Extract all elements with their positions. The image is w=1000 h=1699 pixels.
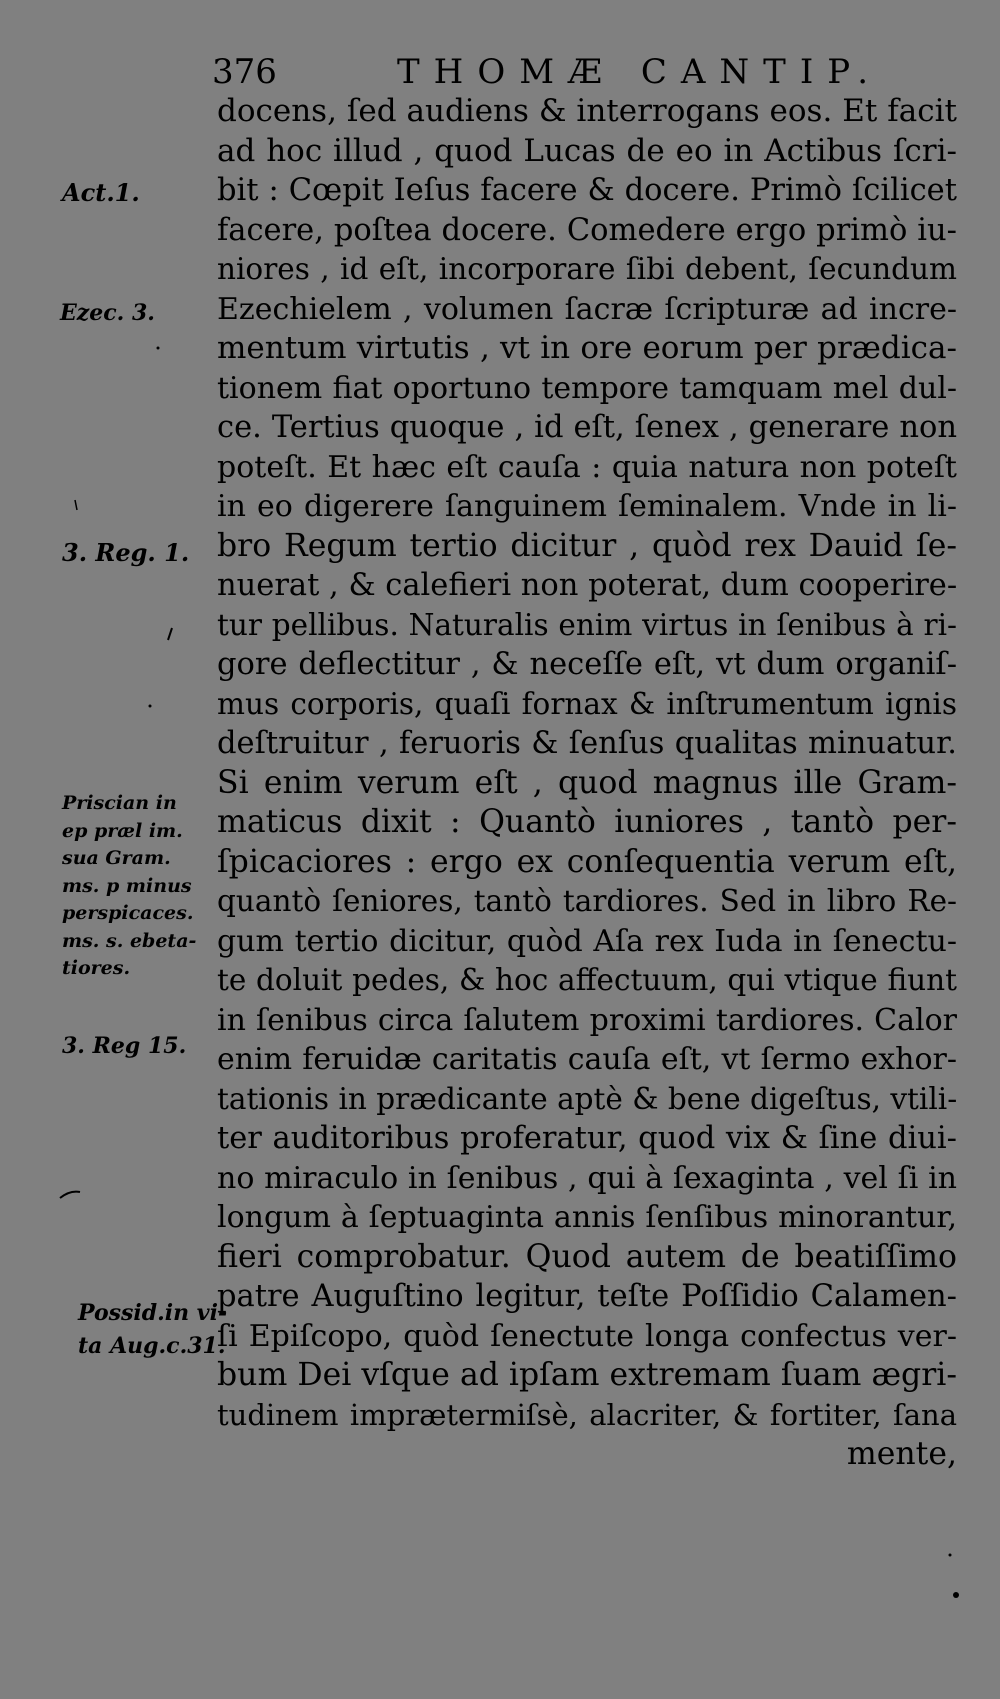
text-line: tationis in prædicante aptè & bene digeſtus, vtili- [217,1081,957,1116]
margin-note-line: Possid.in vi- [78,1300,228,1326]
ink-speck [149,705,152,708]
text-line: docens, ſed audiens & interrogans eos. Et facit [217,93,957,129]
text-line: maticus dixit : Quantò iuniores , tantò per- [217,804,957,840]
text-line: in ſenibus circa ſalutem proximi tardiores. Calor [217,1002,957,1038]
page-number: 376 [212,52,277,92]
text-line: bit : Cœpit Ieſus facere & docere. Primò ſcilicet [217,173,957,208]
margin-note-line: Priscian in [62,792,177,814]
text-line: ſi Epiſcopo, quòd ſenectute longa confectus ver- [217,1318,957,1354]
text-line: no miraculo in ſenibus , qui à ſexaginta , vel ſi in [217,1160,957,1196]
text-line: tudinem imprætermiſsè, alacriter, & fortiter, ſana [217,1397,957,1432]
text-line: Ezechielem , volumen ſacræ ſcripturæ ad incre- [217,291,957,327]
text-line: bum Dei vſque ad ipſam extremam ſuam ægri- [217,1357,957,1393]
text-line: deſtruitur , feruoris & ſenſus qualitas minuatur. [217,726,957,761]
margin-note-line: perspicaces. [62,902,194,924]
text-line: in eo digerere ſanguinem ſeminalem. Vnde in li- [217,489,957,524]
ink-speck [953,1592,959,1598]
text-line: facere, poſtea docere. Comedere ergo primò iu- [217,212,957,248]
text-line: te doluit pedes, & hoc affectuum, qui vtique fiunt [217,963,957,997]
margin-note-line: ep præl im. [62,819,183,842]
text-line: mus corporis, quaſi fornax & inſtrumentum ignis [217,686,957,721]
margin-note-reg-15: 3. Reg 15. [62,1033,187,1059]
text-line: longum à ſeptuaginta annis ſenſibus minorantur, [217,1200,957,1235]
text-line: bro Regum tertio dicitur , quòd rex Dauid ſe- [217,527,957,564]
margin-note-line: ms. p minus [62,874,192,897]
text-line: gum tertio dicitur, quòd Aſa rex Iuda in ſenectu- [217,923,957,959]
text-line: ce. Tertius quoque , id eſt, ſenex , generare non [217,410,957,445]
ink-speck [157,347,160,350]
text-line: quantò ſeniores, tantò tardiores. Sed in libro Re- [217,884,957,918]
text-line: nuerat , & calefieri non poterat, dum cooperire- [217,568,957,603]
text-line: enim feruidæ caritatis cauſa eſt, vt ſermo exhor- [217,1042,957,1077]
text-line: tionem fiat oportuno tempore tamquam mel dul- [217,370,957,406]
margin-note-line: ta Aug.c.31. [78,1333,226,1359]
text-line: gore deflectitur , & neceſſe eſt, vt dum organiſ- [217,647,957,682]
text-line: poteſt. Et hæc eſt cauſa : quia natura non poteſt [217,449,957,485]
running-title: THOMÆ CANTIP. [397,52,883,92]
ink-speck [60,1192,80,1198]
text-line: niores , id eſt, incorporare ſibi debent, ſecundum [217,252,957,286]
ink-speck [75,500,77,510]
text-line: Si enim verum eſt , quod magnus ille Gram- [217,764,957,801]
text-line: fieri comprobatur. Quod autem de beatiſſimo [217,1238,957,1275]
margin-note-line: tiores. [62,957,131,979]
ink-speck [168,628,172,640]
margin-note-line: ms. s. ebeta- [62,929,197,952]
margin-note-line: sua Gram. [62,847,171,869]
text-line: ad hoc illud , quod Lucas de eo in Actibus ſcri- [217,132,957,169]
text-line: ter auditoribus proferatur, quod vix & ſine diui- [217,1121,957,1156]
text-line: mentum virtutis , vt in ore eorum per prædica- [217,330,957,366]
ink-speck [949,1554,952,1557]
text-line: tur pellibus. Naturalis enim virtus in ſenibus à ri- [217,607,957,642]
text-line: mente, [846,1436,957,1472]
margin-note-acts: Act.1. [62,178,140,207]
text-line: ſpicaciores : ergo ex conſequentia verum eſt, [217,843,957,880]
text-line: patre Auguſtino legitur, teſte Poſſidio Calamen- [217,1279,957,1314]
margin-note-ezechiel: Ezec. 3. [60,300,155,326]
margin-note-reg-1: 3. Reg. 1. [62,538,190,567]
